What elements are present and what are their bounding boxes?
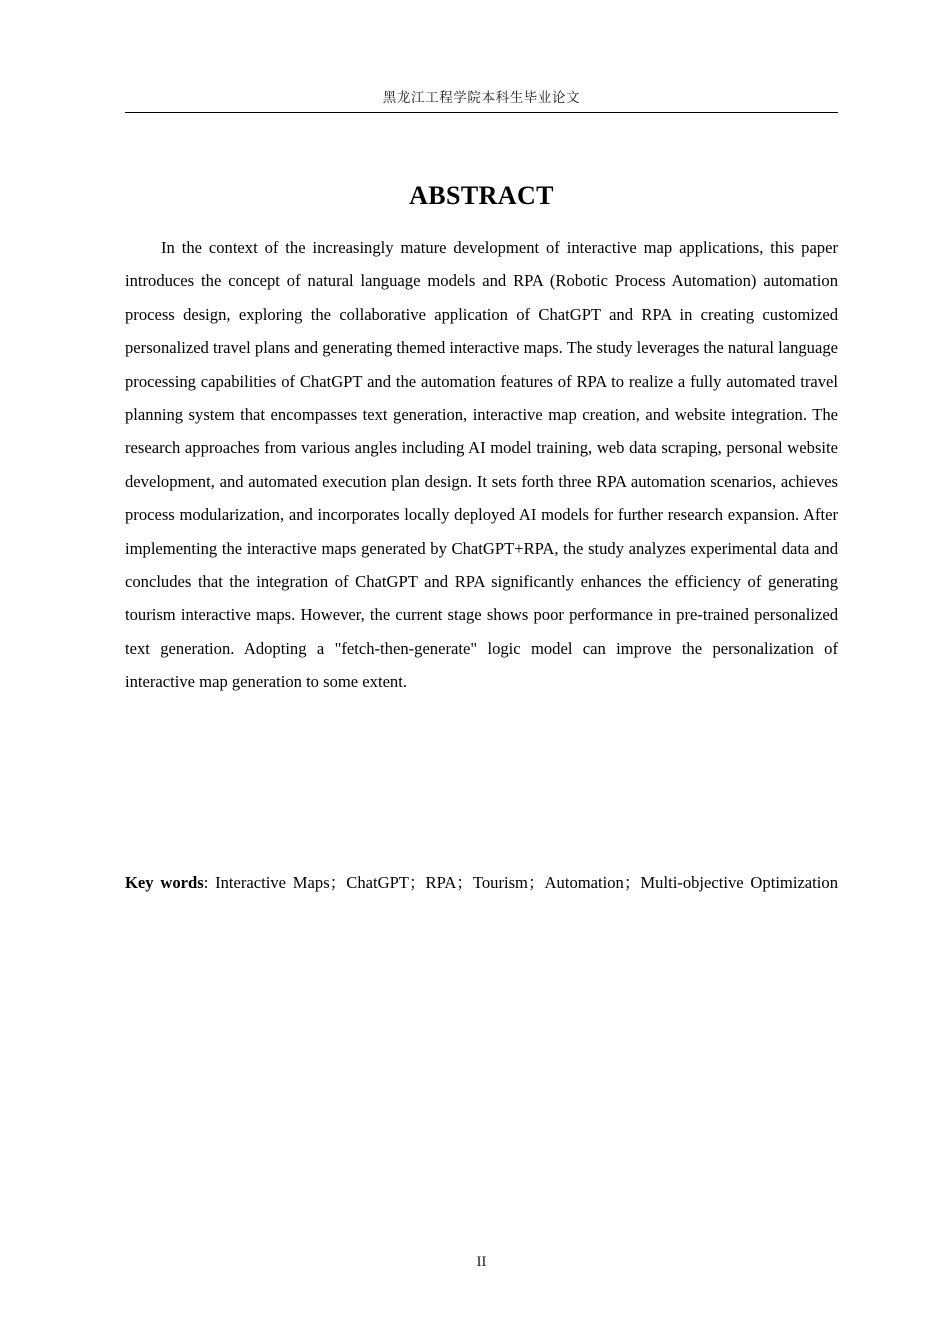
keywords-label: Key words: [125, 873, 204, 892]
page-number: II: [476, 1254, 487, 1270]
page-title: ABSTRACT: [409, 181, 554, 211]
running-header: [125, 88, 838, 108]
header-divider-rule: [125, 112, 838, 113]
running-header-title: 黑龙江工程学院本科生毕业论文: [382, 90, 581, 106]
keywords-line: [125, 866, 838, 933]
abstract-paragraph: In the context of the increasingly mature development of interactive map applications, this paper introduces the concept of natural language models and RPA (Robotic Process Automation) automation process design, exploring the collaborative application of ChatGPT and RPA in creating customized personalized travel plans and generating themed interactive maps. The study leverages the natural language processing capabilities of ChatGPT and the automation features of RPA to realize a fully automated travel planning system that encompasses text generation, interactive map creation, and website integration. The research approaches from various angles including AI model training, web data scraping, personal website development, and automated execution plan design. It sets forth three RPA automation scenarios, achieves process modularization, and incorporates locally deployed AI models for further research expansion. After implementing the interactive maps generated by ChatGPT+RPA, the study analyzes experimental data and concludes that the integration of ChatGPT and RPA significantly enhances the efficiency of generating tourism interactive maps. However, the current stage shows poor performance in pre-trained personalized text generation. Adopting a "fetch-then-generate" logic model can improve the personalization of interactive map generation to some extent.: [125, 238, 838, 692]
keywords-section: [125, 866, 838, 933]
page-footer: [125, 1252, 838, 1272]
abstract-body: [125, 231, 838, 699]
keywords-separator: :: [203, 873, 216, 892]
keywords-terms: Interactive Maps；ChatGPT；RPA；Tourism；Automation；Multi-objective Optimization: [215, 873, 838, 892]
